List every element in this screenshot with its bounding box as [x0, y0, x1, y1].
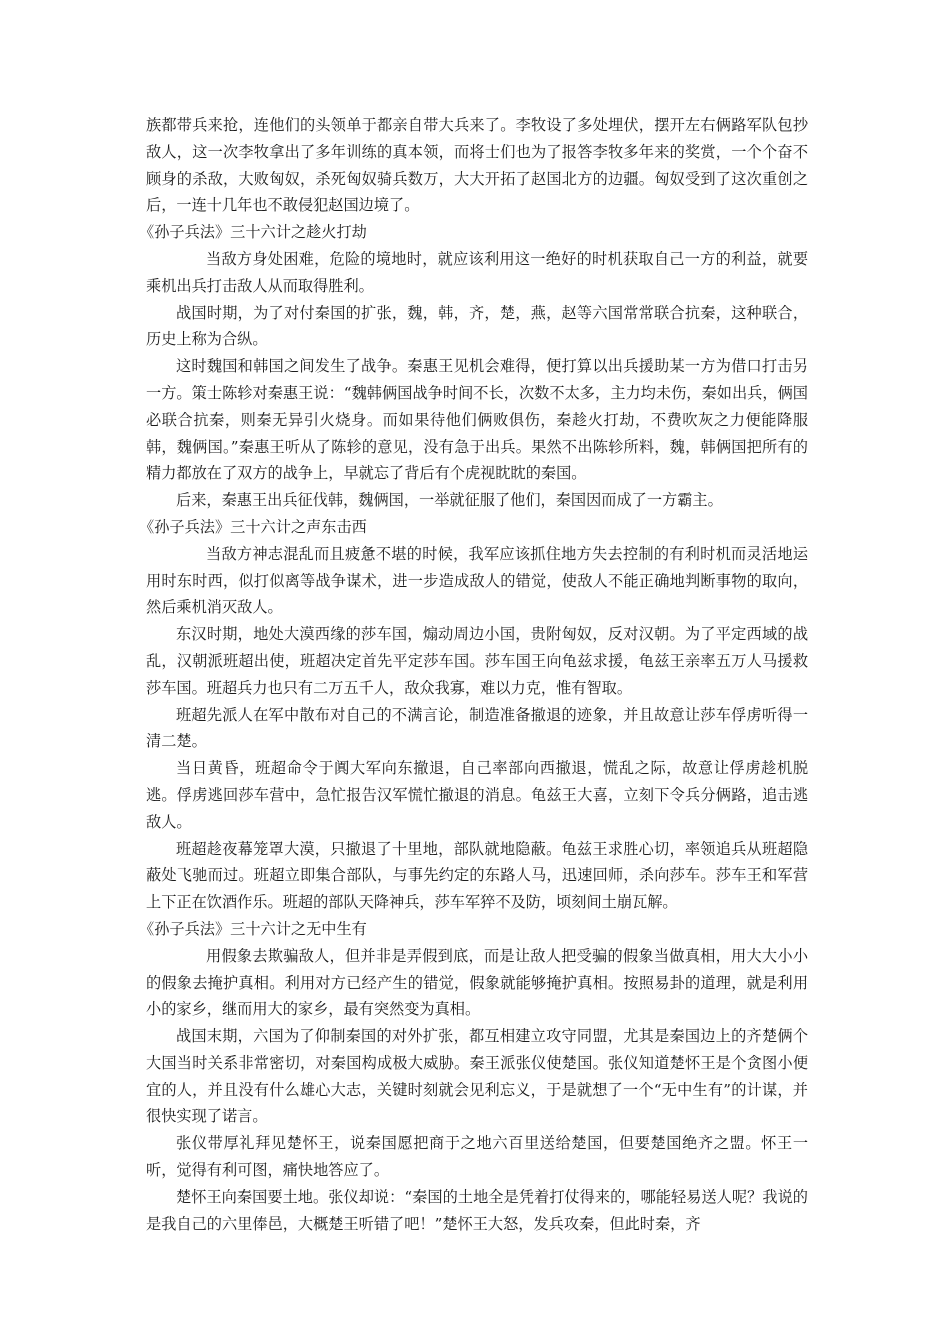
- paragraph-zhang-yi-offer: 张仪带厚礼拜见楚怀王，说秦国愿把商于之地六百里送给楚国，但要楚国绝齐之盟。怀王一听，觉得有利可图，痛快地答应了。: [146, 1134, 808, 1180]
- paragraph-ban-chao-victory: 班超趁夜幕笼罩大漠，只撤退了十里地，部队就地隐蔽。龟兹王求胜心切，率领追兵从班超隐蔽处飞驰而过。班超立即集合部队，与事先约定的东路人马，迅速回师，杀向莎车。莎车王和军营上下正在饮酒作乐。班超的部队天降神兵，莎车军猝不及防，顷刻间土崩瓦解。: [146, 839, 808, 912]
- paragraph-chen-huo-da-jie-definition: 当敌方身处困难，危险的境地时，就应该利用这一绝好的时机获取自己一方的利益，就要乘机出兵打击敌人从而取得胜利。: [146, 249, 808, 295]
- paragraph-chen-zhen-advice: 这时魏国和韩国之间发生了战争。秦惠王见机会难得，便打算以出兵援助某一方为借口打击另一方。策士陈轸对秦惠王说：“魏韩俩国战争时间不长，次数不太多，主力均未伤，秦如出兵，俩国必联合抗秦，则秦无异引火烧身。而如果待他们俩败俱伤，秦趁火打劫，不费吹灰之力便能降服韩，魏俩国。”秦惠王听从了陈轸的意见，没有急于出兵。果然不出陈轸所料，魏，韩俩国把所有的精力都放在了双方的战争上，早就忘了背后有个虎视眈眈的秦国。: [146, 357, 808, 483]
- paragraph-sheng-dong-ji-xi-definition: 当敌方神志混乱而且疲惫不堪的时候，我军应该抓住地方失去控制的有利时机而灵活地运用时东时西，似打似离等战争谋术，进一步造成敌人的错觉，使敌人不能正确地判断事物的取向，然后乘机消灭敌人。: [146, 544, 808, 617]
- paragraph-zhang-yi-mission: 战国末期，六国为了仰制秦国的对外扩张，都互相建立攻守同盟，尤其是秦国边上的齐楚俩个大国当时关系非常密切，对秦国构成极大威胁。秦王派张仪使楚国。张仪知道楚怀王是个贪图小便宜的人，并且没有什么雄心大志，关键时刻就会见利忘义，于是就想了一个“无中生有”的计谋，并很快实现了诺言。: [146, 1027, 808, 1126]
- section-heading-sheng-dong-ji-xi: 《孙子兵法》三十六计之声东击西: [139, 517, 367, 536]
- section-heading-chen-huo-da-jie: 《孙子兵法》三十六计之趁火打劫: [139, 223, 367, 242]
- section-heading-wu-zhong-sheng-you: 《孙子兵法》三十六计之无中生有: [139, 919, 367, 938]
- paragraph-ban-chao-mission: 东汉时期，地处大漠西缘的莎车国，煽动周边小国，贵附匈奴，反对汉朝。为了平定西域的战乱，汉朝派班超出使，班超决定首先平定莎车国。莎车国王向龟兹求援，龟兹王亲率五万人马援救莎车国。班超兵力也只有二万五千人，敌众我寡，难以力克，惟有智取。: [146, 625, 808, 697]
- paragraph-qin-conquest: 后来，秦惠王出兵征伐韩，魏俩国，一举就征服了他们，秦国因而成了一方霸主。: [176, 491, 723, 510]
- paragraph-wu-zhong-sheng-you-definition: 用假象去欺骗敌人，但并非是弄假到底，而是让敌人把受骗的假象当做真相，用大大小小的假象去掩护真相。利用对方已经产生的错觉，假象就能够掩护真相。按照易卦的道理，就是利用小的家乡，继而用大的家乡，最有突然变为真相。: [146, 946, 808, 1019]
- paragraph-li-mu-victory: 族都带兵来抢，连他们的头领单于都亲自带大兵来了。李牧设了多处埋伏，摆开左右俩路军队包抄敌人，这一次李牧拿出了多年训练的真本领，而将士们也为了报答李牧多年来的奖赏，一个个奋不顾身的杀敌，大败匈奴，杀死匈奴骑兵数万，大大开拓了赵国北方的边疆。匈奴受到了这次重创之后，一连十几年也不敢侵犯赵国边境了。: [146, 116, 808, 215]
- paragraph-ban-chao-rumor: 班超先派人在军中散布对自己的不满言论，制造准备撤退的迹象，并且故意让莎车俘虏听得一清二楚。: [146, 705, 808, 751]
- document-page: [139, 112, 808, 1237]
- paragraph-warring-states-alliance: 战国时期，为了对付秦国的扩张，魏，韩，齐，楚，燕，赵等六国常常联合抗秦，这种联合，历史上称为合纵。: [146, 303, 808, 349]
- paragraph-ban-chao-feint: 当日黄昏，班超命令于阗大军向东撤退，自己率部向西撤退，慌乱之际，故意让俘虏趁机脱逃。俘虏逃回莎车营中，急忙报告汉军慌忙撤退的消息。龟兹王大喜，立刻下令兵分俩路，追击逃敌人。: [146, 759, 808, 831]
- paragraph-chu-huai-wang-deceived: 楚怀王向秦国要土地。张仪却说：“秦国的土地全是凭着打仗得来的，哪能轻易送人呢？我说的是我自己的六里俸邑，大概楚王听错了吧！”楚怀王大怒，发兵攻秦，但此时秦，齐: [146, 1187, 808, 1233]
